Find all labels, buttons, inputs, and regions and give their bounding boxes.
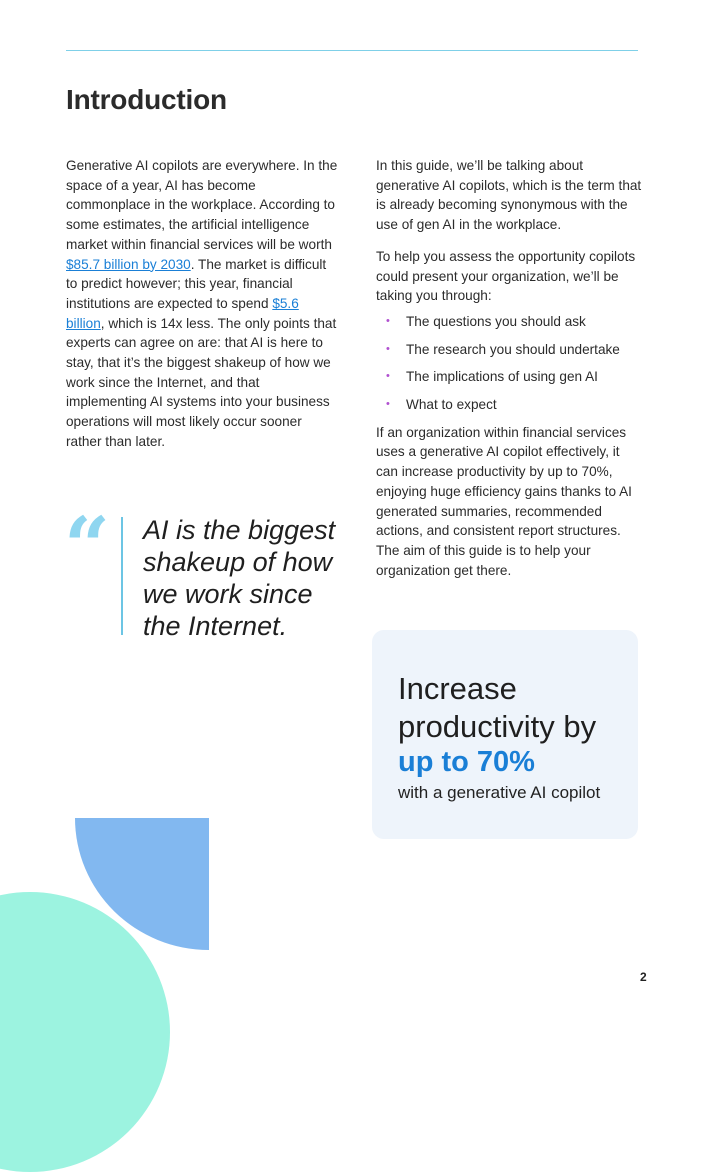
page-number: 2 [640, 970, 647, 984]
topics-list [376, 312, 644, 415]
guide-paragraph: In this guide, we’ll be talking about generative AI copilots, which is the term that is already becoming synonymous with the use of gen AI in the workplace. [376, 158, 642, 233]
list-item: • The research you should undertake [406, 340, 644, 360]
market-value-link[interactable]: $85.7 billion by 2030 [66, 256, 191, 272]
intro-text-2: . The market is difficult to predict however; this year, financial institutions are expected to spend [66, 256, 327, 311]
stat-callout [372, 630, 638, 839]
pull-quote: AI is the biggest shakeup of how we work since the Internet. [143, 515, 336, 641]
quote-mark-icon: “ [64, 499, 111, 593]
left-column [66, 156, 338, 452]
callout-highlight: up to 70% [398, 746, 535, 778]
intro-text-3: , which is 14x less. The only points that experts can agree on are: that AI is here to stay, that it’s the biggest shakeup of how we work since the Internet, and that implementing AI systems into your business operations will most likely occur sooner rather than later. [66, 315, 337, 449]
intro-text-1: Generative AI copilots are everywhere. In the space of a year, AI has become commonplace in the workplace. According to some estimates, the artificial intelligence market within financial services will be worth [66, 158, 338, 252]
list-item: • The implications of using gen AI [406, 367, 644, 387]
spend-link[interactable]: $5.6 billion [66, 295, 299, 331]
header-rule [66, 50, 638, 51]
callout-subtext: with a generative AI copilot [398, 783, 601, 802]
right-column [376, 156, 644, 580]
productivity-paragraph: If an organization within financial services uses a generative AI copilot effectively, it can increase productivity by up to 70%, enjoying huge efficiency gains thanks to AI generated summaries, recommended actions, and consistent report structures. The aim of this guide is to help your organization get there. [376, 424, 632, 578]
list-item: • What to expect [406, 395, 644, 415]
intro-paragraph [66, 156, 338, 452]
page-title: Introduction [66, 84, 227, 115]
callout-heading: Increase productivity by [398, 671, 597, 744]
quote-divider [121, 517, 123, 635]
assess-paragraph: To help you assess the opportunity copilots could present your organization, we’ll be taking you through: [376, 248, 636, 304]
list-item: • The questions you should ask [406, 312, 644, 332]
